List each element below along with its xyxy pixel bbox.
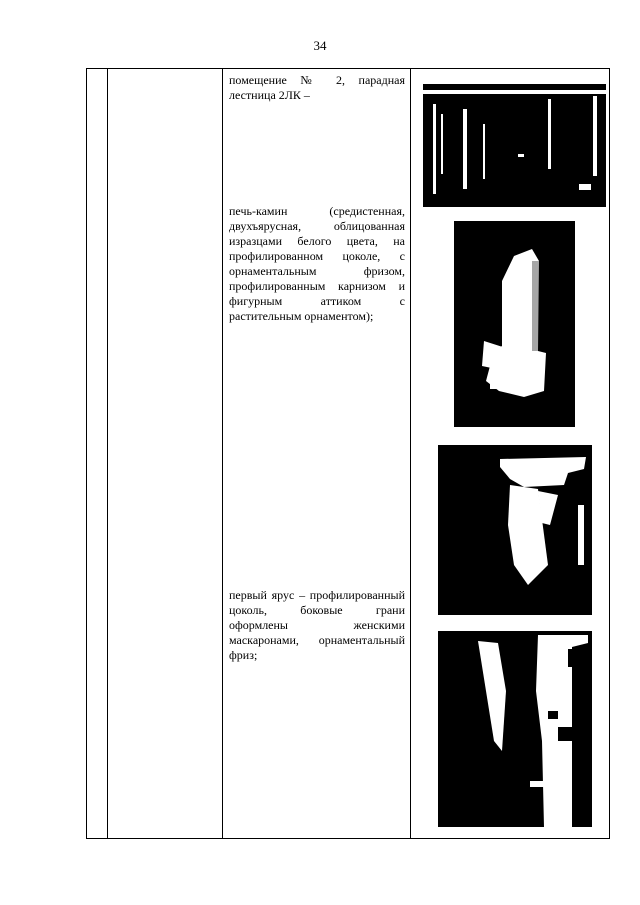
description-stove-fireplace: печь-камин (средистенная, двухъярусная, облицованная изразцами белого цвета, на профилированном цоколе, с орнаментальным фризом, профилированным карнизом и фигурным аттиком с растительным орнаментом);: [229, 204, 405, 323]
photo-first-tier: [438, 631, 592, 827]
photo-stove-fireplace: [454, 221, 575, 427]
document-table: [86, 68, 610, 839]
page-number: 34: [313, 38, 327, 53]
column-divider-4: [410, 68, 411, 839]
description-staircase: помещение № 2, парадная лестница 2ЛК –: [229, 73, 405, 102]
table-bottom-border: [86, 838, 610, 839]
photo-staircase: [423, 84, 606, 207]
photo-stove-upper-tier: [438, 445, 592, 615]
description-first-tier: первый ярус – профилированный цоколь, боковые грани оформлены женскими маскаронами, орнаментальный фриз;: [229, 588, 405, 662]
column-divider-5: [609, 68, 610, 839]
column-divider-2: [107, 68, 108, 839]
table-top-border: [86, 68, 610, 69]
column-divider-3: [222, 68, 223, 839]
column-divider-1: [86, 68, 87, 839]
